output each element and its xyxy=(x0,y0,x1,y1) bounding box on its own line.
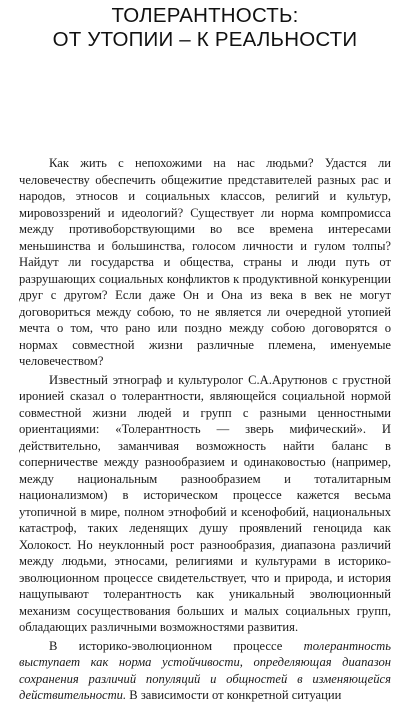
paragraph-3-lead: В историко-эволюционном процессе xyxy=(49,638,304,653)
chapter-title-line-2: ОТ УТОПИИ – К РЕАЛЬНОСТИ xyxy=(52,28,358,51)
book-page xyxy=(19,0,391,702)
paragraph-3-emphasis: толерантность выступает как норма устойчивости, определяющая диапазон сохранения различий популяций и общностей в изменяющейся действительности. xyxy=(19,638,391,702)
paragraph-3-tail: В зависимости от конкретной ситуации xyxy=(126,688,342,702)
chapter-title xyxy=(19,0,391,52)
chapter-title-line-1: ТОЛЕРАНТНОСТЬ: xyxy=(111,4,299,27)
body-text xyxy=(19,155,391,704)
paragraph-2: Известный этнограф и культуролог С.А.Арутюнов с грустной иронией сказал о толерантности, являющейся социальной нормой совместной жизни людей и групп с разными ценностными ориентациями: «Толерантность — зверь мифический». И действительно, заманчивая возможность найти баланс в соперничестве между разнообразием и одинаковостью (например, между национальным разнообразием и тоталитарным национализмом) в историческом процессе кажется весьма утопичной в мире, полном этнофобий и ксенофобий, национальных катастроф, таких леденящих душу проявлений геноцида как Холокост. Но неуклонный рост разнообразия, диапазона различий между людьми, этносами, религиями и культурами в историко-эволюционном процессе свидетельствует, что и природа, и история нащупывают толерантность как уникальный эволюционный механизм сосуществования больших и малых социальных групп, обладающих различными возможностями развития. xyxy=(19,372,391,634)
paragraph-1: Как жить с непохожими на нас людьми? Удастся ли человечеству обеспечить общежитие представителей разных рас и народов, этносов и социальных классов, религий и культур, мировоззрений и идеологий? Существует ли норма компромисса между противоборствующими во все времена интересами меньшинства и большинства, голосом личности и гулом толпы? Найдут ли государства и общества, страны и люди путь от разрушающих социальных конфликтов к продуктивной конкуренции друг с другом? Если даже Он и Она из века в век не могут договориться между собою, то не является ли очередной утопией мечта о том, что рано или поздно между собою договорятся о нормах совместной жизни различные племена, именуемые человечеством? xyxy=(19,156,391,368)
paragraph-3 xyxy=(19,638,391,704)
